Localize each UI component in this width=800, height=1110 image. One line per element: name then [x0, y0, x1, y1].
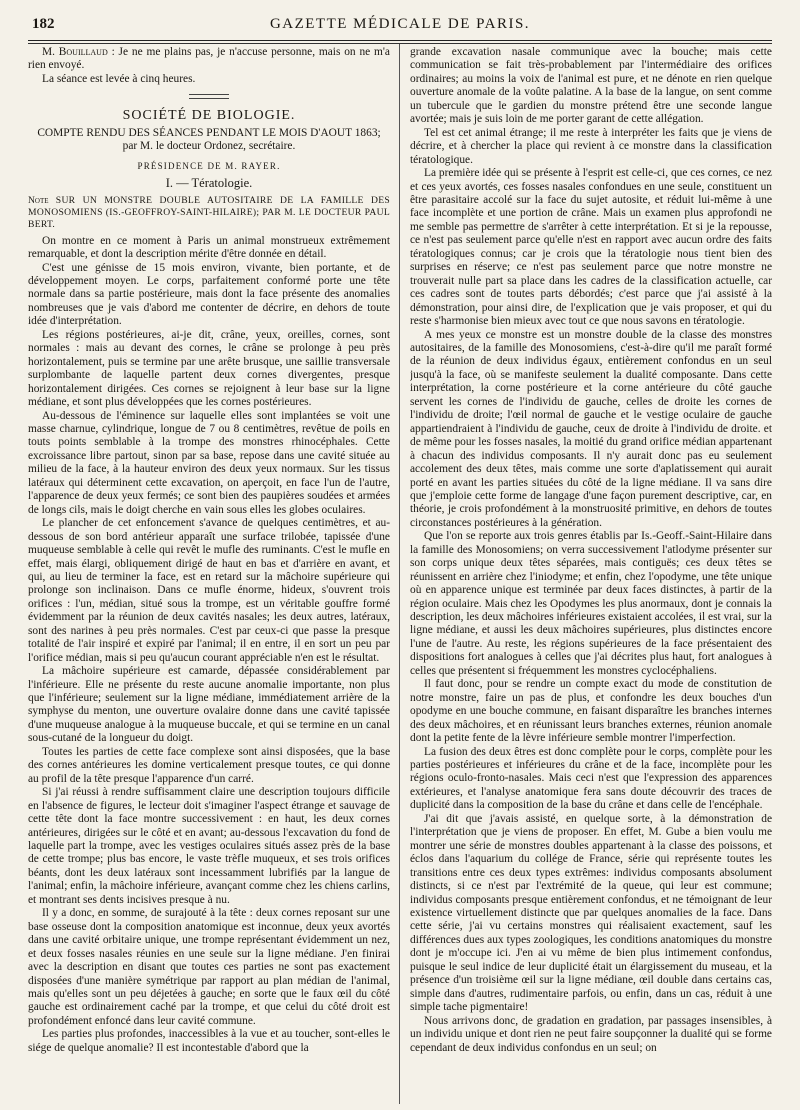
body-paragraph: grande excavation nasale communique avec la bouche; mais cette communication se fait très-probablement par l'intermédiaire des orifices ordinaires; au moins la voix de l'animal est pure, et ne dénote en rien quelque ouverture anomale de la voûte palatine. A la base de la langue, on sent comme un tubercule que le gardien du monstre prétend être une seconde langue avortée; mais je suis loin de me porter garant de cette allégation.: [410, 46, 772, 126]
running-title: GAZETTE MÉDICALE DE PARIS.: [269, 16, 531, 32]
compte-rendu-heading: COMPTE RENDU DES SÉANCES PENDANT LE MOIS D'AOUT 1863;: [37, 126, 381, 139]
section-separator: [189, 94, 229, 95]
section-heading: I. — Tératologie.: [165, 176, 253, 191]
page-header: [28, 10, 772, 40]
right-column: [410, 46, 772, 1102]
body-paragraph: La mâchoire supérieure est camarde, dépassée considérablement par l'inférieure. Elle ne présente du reste aucune anomalie importante, non plus que l'inférieure; seulement sur la ligne médiane, immédiatement arrière de la symphyse du menton, une ouverture ovalaire donne dans une cavité tapissée d'une muqueuse analogue à la muqueuse buccale, et qui se termine en un canal sous-cutané de la longueur du doigt.: [28, 665, 390, 745]
body-paragraph: Que l'on se reporte aux trois genres établis par Is.-Geoff.-Saint-Hilaire dans la famille des Monosomiens; on verra successivement l'atlodyme présenter sur son corps unique deux têtes séparées, mais contiguës; ces deux têtes se réunissent en arrière chez l'iniodyme; et enfin, chez l'opodyme, une tête unique où en apparence unique est terminée par deux faces distinctes, à partir de la région oculaire. Mais chez les Opodymes les plus anormaux, dont je connais la description, les deux mâchoires inférieures existaient accolées, il est vrai, sur la ligne médiane, et aussi les deux mâchoires supérieures, plus distinctes encore l'une de l'autre. Au reste, les régions supérieures de la face présentaient des dispositions fort analogues à celles que j'ai décrites plus haut, fort analogues à celles que présentent si fréquemment les monstres cyclocéphaliens.: [410, 530, 772, 677]
speaker-text: : Je ne me plains pas, je n'accuse personne, mais on ne m'a rien envoyé.: [28, 46, 390, 72]
body-paragraph: La première idée qui se présente à l'esprit est celle-ci, que ces cornes, ce nez et ces yeux avortés, ces fosses nasales confondues en une seule, constituent un être parasitaire accolé sur la face du sujet autosite, et réduit lui-même à une face incomplète et une portion de crâne. Mais un examen plus approfondi ne me semble pas permettre de s'arrêter à cette interprétation. Et si je la repousse, ce n'est pas seulement parce qu'elle n'est en rapport avec aucun ordre des faits tératologiques connus; car je crois que la tératologie nous tient bien des surprises en réserve; ce n'est pas seulement parce que notre monstre ne trouverait nulle part sa place dans les cadres de la classification actuelle, car ces cadres sont de toutes parts débordés; c'est parce que j'ai assisté à la démonstration, pour ainsi dire, de l'explication que je vais proposer, et qui du reste s'harmonise bien mieux avec tout ce que nous savons en tératologie.: [410, 167, 772, 328]
header-rule-thin: [28, 43, 772, 44]
body-paragraph: Nous arrivons donc, de gradation en gradation, par passages insensibles, à un individu unique et dont rien ne peut faire soupçonner la dualité qui se forme cependant de deux individus confondus en un seul; on: [410, 1014, 772, 1054]
speaker-name: M. Bouillaud: [42, 46, 108, 58]
secretary-line: par M. le docteur Ordonez, secrétaire.: [122, 140, 296, 153]
body-paragraph: On montre en ce moment à Paris un animal monstrueux extrêmement remarquable, et dont la description mérite d'être donnée en détail.: [28, 234, 390, 261]
body-paragraph: Il faut donc, pour se rendre un compte exact du mode de constitution de notre monstre, faire un pas de plus, et confondre les deux bouches d'un opodyme en une bouche commune, en faisant disparaître les branches internes des deux mâchoires, et en réunissant leurs branches externes, réunion anomale dont la petite fente de la lèvre inférieure semble montrer l'imperfection.: [410, 678, 772, 745]
body-paragraph: Les régions postérieures, ai-je dit, crâne, yeux, oreilles, cornes, sont normales : mais au devant des cornes, le crâne se prolonge à peu près horizontalement, puis se termine par une arête brusque, une saillie transversale surplombante de laquelle partent deux cornes divergentes, presque horizontalement dirigées. Ces cornes se rejoignent à leur base sur la ligne médiane, et sont plus développées que les cornes postérieures.: [28, 328, 390, 409]
presidence-line: PRÉSIDENCE DE M. RAYER.: [137, 160, 281, 171]
seance-closing: La séance est levée à cinq heures.: [42, 72, 196, 85]
body-paragraph: Au-dessous de l'éminence sur laquelle elles sont implantées se voit une masse charnue, cylindrique, longue de 7 ou 8 centimètres, revêtue de poils en touts points semblable à la trompe des monstres rhinocéphales. Cette excroissance libre partout, sinon par sa base, repose dans une cavité située au milieu de la face, à la hauteur environ des deux yeux normaux. Sur les tissus latéraux qui déterminent cette excavation, on aperçoit, en face l'un de l'autre, l'apparence de deux yeux fermés; ce sont bien des paupières soudées et armées de longs cils, mais le doigt cherche en vain sous elles les globes oculaires.: [28, 409, 390, 516]
body-paragraph: Le plancher de cet enfoncement s'avance de quelques centimètres, et au-dessous de son bord antérieur apparaît une surface trilobée, tapissée d'une muqueuse semblable à celle qui revêt le mufle des ruminants. C'est le mufle en effet, mais élargi, obliquement dirigé de haut en bas et d'arrière en avant, et qui, au lieu de terminer la face, est en retard sur la mâchoire supérieure qui prolonge son inclinaison. Dans ce mufle énorme, hideux, s'ouvrent trois orifices : l'un, médian, situé sous la trompe, est un véritable gouffre formé évidemment par la réunion de deux cavités nasales; les deux autres, latéraux, sont des narines à peu près normales. C'est par ceux-ci que passe la presque totalité de l'air inspiré et expiré par l'animal; il en entre, il en sort un peu par l'orifice médian, mais si peu qu'aucun courant appréciable n'en est le résultat.: [28, 517, 390, 664]
body-paragraph: Tel est cet animal étrange; il me reste à interpréter les faits que je viens de décrire, et à chercher la place qui revient à ce monstre dans la classification tératologique.: [410, 126, 772, 166]
column-divider: [399, 44, 400, 1104]
note-title: [28, 195, 390, 231]
body-paragraph: Les parties plus profondes, inaccessibles à la vue et au toucher, sont-elles le siége de quelque anomalie? Il est incontestable d'abord que la: [28, 1028, 390, 1054]
left-column: [28, 46, 390, 1102]
body-paragraph: Si j'ai réussi à rendre suffisamment claire une description toujours difficile en l'absence de figures, le lecteur doit s'imaginer l'aspect étrange et sauvage de cette tête dont la face montre successivement : en haut, les deux cornes antérieures, dirigées sur le côté et en avant; au-dessous l'excavation du fond de laquelle part la trompe, avec les vestiges oculaires situés assez près de la base de cette trompe; plus bas encore, le vaste trèfle muqueux, et ses trois orifices béants, dont les deux latéraux sont incessamment lubrifiés par la langue de l'animal; enfin, la mâchoire inférieure, avançant comme chez les chiens carlins, et montrant ses dents incisives presque à nu.: [28, 786, 390, 906]
body-paragraph: A mes yeux ce monstre est un monstre double de la classe des monstres autositaires, de la famille des Monosomiens, c'est-à-dire qu'il me paraît formé de la réunion de deux individus égaux, entièrement confondus en un seul jusqu'à la face, où se manifeste seulement la dualité composante. Dans cette interprétation, la corne postérieure et la corne antérieure du côté gauche servent les cornes de l'individu de gauche, celles de droite les cornes de l'individu de droite; l'œil normal de gauche et le vestige oculaire de gauche appartiendraient à l'individu de gauche, ceux de droite à l'individu de droite. et de même pour les fosses nasales, la moitié du grand orifice médian appartenant à chacun des individus composants. Il n'y aurait donc pas eu seulement accolement des deux têtes, mais comme une sorte d'aplatissement qui aurait porté en avant les parties situées du côté de la ligne médiane. Il va sans dire que j'emploie cette forme de langage d'une façon purement descriptive, car, en théorie, je crois profondément à la monstruosité primitive, en dehors de toutes circonstances postérieures à la génération.: [410, 328, 772, 529]
body-paragraph: La fusion des deux êtres est donc complète pour le corps, complète pour les parties postérieures et inférieures du crâne et de la face, incomplète pour les régions oculo-fronto-nasales. Mais ceci n'est que l'expression des apparences extérieures, et l'analyse anatomique fera sans doute découvrir des traces de duplicité dans la composition de la base du crâne et dans celle de l'encéphale.: [410, 745, 772, 812]
header-rule: [28, 40, 772, 41]
note-title-text: SUR UN MONSTRE DOUBLE AUTOSITAIRE DE LA FAMILLE DES MONOSOMIENS (IS.-GEOFFROY-SAINT-HILAIRE); PAR M. LE DOCTEUR PAUL BERT.: [28, 194, 390, 230]
page-number: 182: [32, 16, 55, 32]
bouillaud-paragraph: [28, 46, 390, 73]
society-title: SOCIÉTÉ DE BIOLOGIE.: [122, 108, 296, 124]
body-paragraph: C'est une génisse de 15 mois environ, vivante, bien portante, et de développement moyen. Le corps, parfaitement conformé porte une tête normale dans sa partie postérieure, mais dont la face présente des anomalies nombreuses que je vais d'abord me contenter de décrire, en dehors de toute idée d'interprétation.: [28, 261, 390, 328]
body-paragraph: Toutes les parties de cette face complexe sont ainsi disposées, que la base des cornes antérieures les domine verticalement presque toutes, ce qui donne au profil de la tête presque l'apparence d'un carré.: [28, 745, 390, 785]
body-paragraph: J'ai dit que j'avais assisté, en quelque sorte, à la démonstration de l'interprétation que je viens de proposer. En effet, M. Gube a bien voulu me montrer une série de monstres doubles appartenant à la classe des poissons, et éclos dans l'aquarium du collége de France, série qui représente toutes les transitions entre ces deux types extrêmes: individus composants absolument distincts, si ce n'est par l'extrémité de la queue, qui leur est commune; individus composants presque entièrement confondus, et ne témoignant de leur existence virtuellement distincte que par quelques anomalies de la face. Dans cette série, j'ai vu certains monstres qui réalisaient exactement, sauf les différences dues aux types zoologiques, les conditions anatomiques du monstre dont je m'occupe ici. J'en ai vu même de bien plus intimement confondus, puisque le seul indice de leur duplicité était un élargissement du museau, et la présence d'un troisième œil sur la ligne médiane, œil double dans certains cas, simple dans d'autres, rudimentaire parfois, ou enfin, dans un cas, réduit à une simple tache pigmentaire!: [410, 812, 772, 1014]
body-paragraph: Il y a donc, en somme, de surajouté à la tête : deux cornes reposant sur une base osseuse dont la composition anatomique est inconnue, deux yeux avortés dans une cavité orbitaire unique, une trompe représentant évidemment un nez, et deux fosses nasales réunies en une seule sur la ligne médiane. J'en finirai avec la description en disant que toutes ces parties ne sont pas exactement disposées d'une manière symétrique par rapport au plan médian de l'animal, mais qu'elles sont un peu déjetées à gauche; en sorte que le faux œil du côté gauche est ordinairement caché par la trompe, et que celui du côté droit est profondément enfoncé dans leur cavité commune.: [28, 907, 390, 1027]
note-label: Note: [28, 194, 49, 206]
section-separator-2: [189, 98, 229, 99]
